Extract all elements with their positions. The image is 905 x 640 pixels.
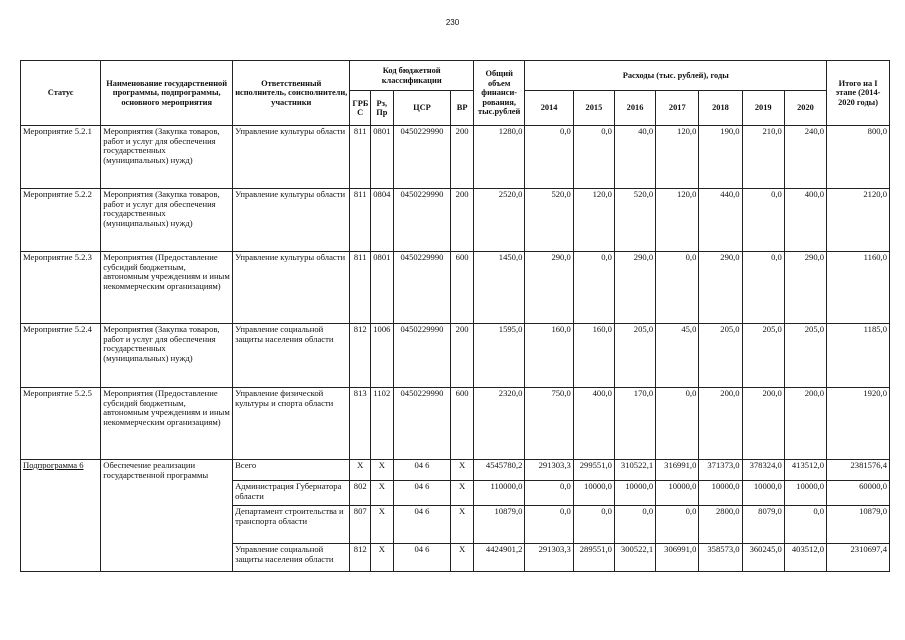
row-year-value: 40,0 [614, 126, 655, 189]
header-rzpr: Рз, Пр [371, 91, 394, 126]
subprogram-year-value: 291303,3 [525, 460, 573, 481]
subprogram-row [21, 460, 890, 481]
subprogram-year-value: 0,0 [525, 506, 573, 544]
subprogram-vr: Х [451, 481, 474, 506]
row-year-value: 520,0 [614, 189, 655, 252]
row-grbs: 813 [350, 388, 371, 460]
row-csr: 0450229990 [393, 189, 451, 252]
subprogram-vr: Х [451, 544, 474, 572]
subprogram-year-value: 2800,0 [699, 506, 742, 544]
subprogram-year-value: 10000,0 [656, 481, 699, 506]
row-grbs: 811 [350, 126, 371, 189]
row-grbs: 811 [350, 189, 371, 252]
row-total: 1595,0 [473, 324, 524, 388]
row-rzpr: 1006 [371, 324, 394, 388]
row-year-value: 290,0 [614, 252, 655, 324]
row-total: 2320,0 [473, 388, 524, 460]
subprogram-year-value: 0,0 [784, 506, 826, 544]
subprogram-csr: 04 6 [393, 481, 451, 506]
subprogram-executor: Администрация Губернатора области [233, 481, 350, 506]
subprogram-csr: 04 6 [393, 460, 451, 481]
table-row [21, 324, 890, 388]
header-csr: ЦСР [393, 91, 451, 126]
row-year-value: 0,0 [525, 126, 573, 189]
row-final: 1160,0 [827, 252, 890, 324]
row-name: Мероприятия (Закупка товаров, работ и услуг для обеспечения государственных (муниципальных) нужд) [101, 324, 233, 388]
budget-table [20, 60, 890, 572]
row-year-value: 200,0 [699, 388, 742, 460]
subprogram-grbs: 807 [350, 506, 371, 544]
subprogram-rzpr: Х [371, 506, 394, 544]
row-name: Мероприятия (Закупка товаров, работ и услуг для обеспечения государственных (муниципальных) нужд) [101, 126, 233, 189]
row-year-value: 0,0 [656, 388, 699, 460]
row-total: 2520,0 [473, 189, 524, 252]
subprogram-year-value: 403512,0 [784, 544, 826, 572]
subprogram-rzpr: Х [371, 544, 394, 572]
row-year-value: 0,0 [573, 252, 614, 324]
row-year-value: 120,0 [656, 126, 699, 189]
row-executor: Управление культуры области [233, 252, 350, 324]
row-executor: Управление социальной защиты населения области [233, 324, 350, 388]
page-number: 230 [445, 18, 460, 27]
header-status: Статус [21, 61, 101, 126]
row-year-value: 290,0 [525, 252, 573, 324]
header-budget-code: Код бюджетной классификации [350, 61, 474, 91]
row-year-value: 205,0 [614, 324, 655, 388]
header-year: 2018 [699, 91, 742, 126]
subprogram-year-value: 413512,0 [784, 460, 826, 481]
row-grbs: 811 [350, 252, 371, 324]
row-year-value: 205,0 [699, 324, 742, 388]
table-row [21, 388, 890, 460]
row-year-value: 240,0 [784, 126, 826, 189]
row-rzpr: 0804 [371, 189, 394, 252]
subprogram-executor: Управление социальной защиты населения области [233, 544, 350, 572]
header-final: Итого на I этапе (2014-2020 годы) [827, 61, 890, 126]
header-year: 2019 [742, 91, 784, 126]
subprogram-executor: Всего [233, 460, 350, 481]
subprogram-vr: Х [451, 460, 474, 481]
subprogram-csr: 04 6 [393, 506, 451, 544]
row-year-value: 0,0 [742, 189, 784, 252]
subprogram-year-value: 0,0 [525, 481, 573, 506]
subprogram-total: 110000,0 [473, 481, 524, 506]
header-total-volume: Общий объем финанси-рования, тыс.рублей [473, 61, 524, 126]
subprogram-final: 60000,0 [827, 481, 890, 506]
header-expenses: Расходы (тыс. рублей), годы [525, 61, 827, 91]
subprogram-year-value: 8079,0 [742, 506, 784, 544]
row-executor: Управление физической культуры и спорта области [233, 388, 350, 460]
subprogram-year-value: 378324,0 [742, 460, 784, 481]
table-row [21, 126, 890, 189]
subprogram-final: 2310697,4 [827, 544, 890, 572]
row-vr: 200 [451, 126, 474, 189]
row-rzpr: 0801 [371, 126, 394, 189]
row-year-value: 290,0 [784, 252, 826, 324]
row-status: Мероприятие 5.2.5 [21, 388, 101, 460]
row-year-value: 520,0 [525, 189, 573, 252]
row-csr: 0450229990 [393, 324, 451, 388]
subprogram-grbs: Х [350, 460, 371, 481]
row-year-value: 400,0 [784, 189, 826, 252]
table-row [21, 189, 890, 252]
row-grbs: 812 [350, 324, 371, 388]
row-rzpr: 1102 [371, 388, 394, 460]
subprogram-vr: Х [451, 506, 474, 544]
row-year-value: 400,0 [573, 388, 614, 460]
row-year-value: 750,0 [525, 388, 573, 460]
row-year-value: 45,0 [656, 324, 699, 388]
row-year-value: 120,0 [656, 189, 699, 252]
row-year-value: 170,0 [614, 388, 655, 460]
subprogram-total: 10879,0 [473, 506, 524, 544]
subprogram-year-value: 291303,3 [525, 544, 573, 572]
subprogram-year-value: 358573,0 [699, 544, 742, 572]
subprogram-year-value: 360245,0 [742, 544, 784, 572]
row-year-value: 440,0 [699, 189, 742, 252]
row-final: 1185,0 [827, 324, 890, 388]
row-year-value: 205,0 [784, 324, 826, 388]
row-year-value: 160,0 [525, 324, 573, 388]
subprogram-final: 10879,0 [827, 506, 890, 544]
row-vr: 600 [451, 252, 474, 324]
subprogram-year-value: 371373,0 [699, 460, 742, 481]
header-vr: ВР [451, 91, 474, 126]
subprogram-total: 4545780,2 [473, 460, 524, 481]
subprogram-status[interactable]: Подпрограмма 6 [21, 460, 101, 572]
row-name: Мероприятия (Предоставление субсидий бюджетным, автономным учреждениям и иным некоммерческим организациям) [101, 388, 233, 460]
row-status: Мероприятие 5.2.4 [21, 324, 101, 388]
row-year-value: 190,0 [699, 126, 742, 189]
subprogram-year-value: 289551,0 [573, 544, 614, 572]
row-year-value: 290,0 [699, 252, 742, 324]
subprogram-rzpr: Х [371, 460, 394, 481]
row-final: 1920,0 [827, 388, 890, 460]
header-year: 2016 [614, 91, 655, 126]
subprogram-year-value: 299551,0 [573, 460, 614, 481]
subprogram-year-value: 10000,0 [784, 481, 826, 506]
row-csr: 0450229990 [393, 388, 451, 460]
subprogram-grbs: 812 [350, 544, 371, 572]
table-row [21, 252, 890, 324]
header-executor: Ответственный исполнитель, соисполнители, участники [233, 61, 350, 126]
row-rzpr: 0801 [371, 252, 394, 324]
row-year-value: 0,0 [573, 126, 614, 189]
header-year: 2015 [573, 91, 614, 126]
row-executor: Управление культуры области [233, 126, 350, 189]
subprogram-year-value: 310522,1 [614, 460, 655, 481]
subprogram-year-value: 10000,0 [742, 481, 784, 506]
row-year-value: 200,0 [784, 388, 826, 460]
subprogram-year-value: 306991,0 [656, 544, 699, 572]
subprogram-year-value: 0,0 [573, 506, 614, 544]
row-year-value: 120,0 [573, 189, 614, 252]
subprogram-grbs: 802 [350, 481, 371, 506]
row-status: Мероприятие 5.2.3 [21, 252, 101, 324]
row-status: Мероприятие 5.2.2 [21, 189, 101, 252]
subprogram-rzpr: Х [371, 481, 394, 506]
subprogram-year-value: 300522,1 [614, 544, 655, 572]
header-year: 2020 [784, 91, 826, 126]
subprogram-year-value: 0,0 [656, 506, 699, 544]
subprogram-csr: 04 6 [393, 544, 451, 572]
subprogram-year-value: 10000,0 [614, 481, 655, 506]
row-csr: 0450229990 [393, 252, 451, 324]
subprogram-final: 2381576,4 [827, 460, 890, 481]
row-year-value: 0,0 [656, 252, 699, 324]
header-grbs: ГРБ С [350, 91, 371, 126]
subprogram-name: Обеспечение реализации государственной программы [101, 460, 233, 572]
row-year-value: 205,0 [742, 324, 784, 388]
header-year: 2017 [656, 91, 699, 126]
row-vr: 200 [451, 324, 474, 388]
subprogram-year-value: 10000,0 [699, 481, 742, 506]
header-name: Наименование государственной программы, подпрограммы, основного мероприятия [101, 61, 233, 126]
row-total: 1280,0 [473, 126, 524, 189]
row-name: Мероприятия (Закупка товаров, работ и услуг для обеспечения государственных (муниципальных) нужд) [101, 189, 233, 252]
subprogram-executor: Департамент строительства и транспорта области [233, 506, 350, 544]
row-total: 1450,0 [473, 252, 524, 324]
row-name: Мероприятия (Предоставление субсидий бюджетным, автономным учреждениям и иным некоммерческим организациям) [101, 252, 233, 324]
subprogram-year-value: 10000,0 [573, 481, 614, 506]
header-year: 2014 [525, 91, 573, 126]
subprogram-year-value: 0,0 [614, 506, 655, 544]
row-executor: Управление культуры области [233, 189, 350, 252]
row-csr: 0450229990 [393, 126, 451, 189]
row-year-value: 200,0 [742, 388, 784, 460]
row-vr: 600 [451, 388, 474, 460]
row-year-value: 160,0 [573, 324, 614, 388]
row-status: Мероприятие 5.2.1 [21, 126, 101, 189]
row-year-value: 210,0 [742, 126, 784, 189]
row-vr: 200 [451, 189, 474, 252]
row-year-value: 0,0 [742, 252, 784, 324]
row-final: 800,0 [827, 126, 890, 189]
subprogram-year-value: 316991,0 [656, 460, 699, 481]
row-final: 2120,0 [827, 189, 890, 252]
subprogram-total: 4424901,2 [473, 544, 524, 572]
